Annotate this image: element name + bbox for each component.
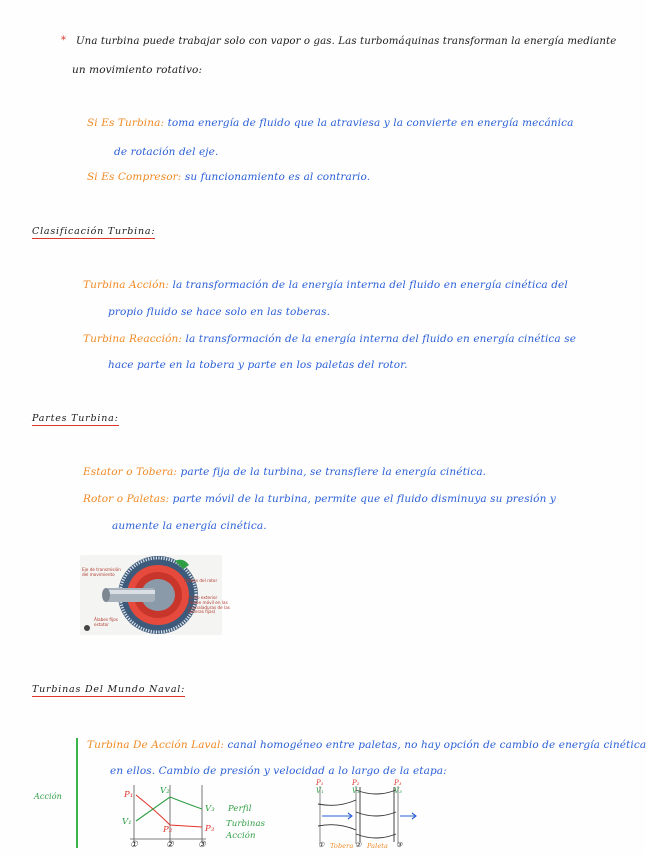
- label-anillo: Anillo exterior (álabe móvil en las acanaladuras de las toberas fijas): [188, 596, 230, 615]
- diagram-mark-3: ③: [396, 838, 402, 852]
- graph-mark-2: ②: [166, 838, 174, 852]
- turbina-laval: [87, 738, 646, 752]
- bracket-line: [76, 738, 78, 848]
- graph-mark-3: ③: [198, 838, 206, 852]
- graph-p1: P₁: [124, 788, 133, 802]
- text: parte fija de la turbina, se transfiere la energía cinética.: [181, 466, 487, 478]
- graph-p2: P₂: [163, 823, 172, 837]
- diagram-p3: P₃: [394, 776, 402, 790]
- definition-term: Si Es Compresor:: [87, 171, 181, 183]
- term: Rotor o Paletas:: [83, 493, 169, 505]
- clasificacion-accion-cont: propio fluido se hace solo en las toberas.: [108, 305, 330, 319]
- diagram-p2: P₂: [352, 776, 360, 790]
- graph-legend-2: Turbinas: [226, 817, 265, 831]
- text: parte móvil de la turbina, permite que el fluido disminuya su presión y: [173, 493, 556, 505]
- term: Turbina Reacción:: [83, 333, 182, 345]
- diagram-tobera: Tobera: [330, 839, 353, 853]
- term: Estator o Tobera:: [83, 466, 177, 478]
- turbine-image: [80, 555, 222, 635]
- heading-partes: Partes Turbina:: [32, 413, 119, 426]
- label-alabes-fijos: Álabes fijos estator: [94, 618, 118, 628]
- diagram-v3: V₃: [394, 784, 402, 798]
- intro-line-1: Una turbina puede trabajar solo con vapor o gas. Las turbomáquinas transforman la energía mediante: [76, 35, 616, 49]
- text: canal homogéneo entre paletas, no hay opción de cambio de energía cinética: [228, 739, 646, 751]
- diagram-v1: V₁: [316, 784, 324, 798]
- partes-rotor: [83, 492, 556, 506]
- diagram-paleta: Paleta: [367, 839, 388, 853]
- graph-p3: P₃: [205, 822, 214, 836]
- graph-v1: V₁: [122, 815, 132, 829]
- label-alabes-rotor: Álabes del rotor: [184, 579, 217, 584]
- text: la transformación de la energía interna del fluido en energía cinética del: [173, 279, 568, 291]
- clasificacion-reaccion: [83, 332, 576, 346]
- graph-v2: V₂: [160, 784, 170, 798]
- heading-turbinas-naval: Turbinas Del Mundo Naval:: [32, 684, 185, 697]
- definition-compresor: [87, 170, 370, 184]
- label-eje: Eje de transmisión del movimiento: [82, 568, 121, 578]
- diagram-mark-1: ①: [318, 838, 324, 852]
- definition-text: su funcionamiento es al contrario.: [185, 171, 370, 183]
- definition-term: Si Es Turbina:: [87, 117, 164, 129]
- term: Turbina De Acción Laval:: [87, 739, 224, 751]
- graph-v3: V₃: [205, 802, 215, 816]
- term: Turbina Acción:: [83, 279, 169, 291]
- clasificacion-reaccion-cont: hace parte en la tobera y parte en los paletas del rotor.: [108, 358, 408, 372]
- definition-turbina: [87, 116, 573, 130]
- definition-text: toma energía de fluido que la atraviesa y la convierte en energía mecánica: [168, 117, 574, 129]
- turbina-laval-cont: en ellos. Cambio de presión y velocidad a lo largo de la etapa:: [110, 764, 447, 778]
- graph-mark-1: ①: [130, 838, 138, 852]
- diagram-v2: V₂: [352, 784, 360, 798]
- side-label-accion: Acción: [34, 790, 62, 804]
- graph-legend-1: Perfil: [228, 802, 252, 816]
- definition-turbina-cont: de rotación del eje.: [114, 145, 218, 159]
- partes-rotor-cont: aumente la energía cinética.: [112, 519, 267, 533]
- partes-estator: [83, 465, 486, 479]
- intro-line-2: un movimiento rotativo:: [72, 63, 202, 77]
- bullet-star: *: [61, 35, 66, 46]
- clasificacion-accion: [83, 278, 568, 292]
- text: la transformación de la energía interna del fluido en energía cinética se: [186, 333, 577, 345]
- diagram-p1: P₁: [316, 776, 324, 790]
- graph-legend-3: Acción: [226, 829, 256, 843]
- heading-clasificacion: Clasificación Turbina:: [32, 226, 155, 239]
- diagram-mark-2: ②: [355, 838, 361, 852]
